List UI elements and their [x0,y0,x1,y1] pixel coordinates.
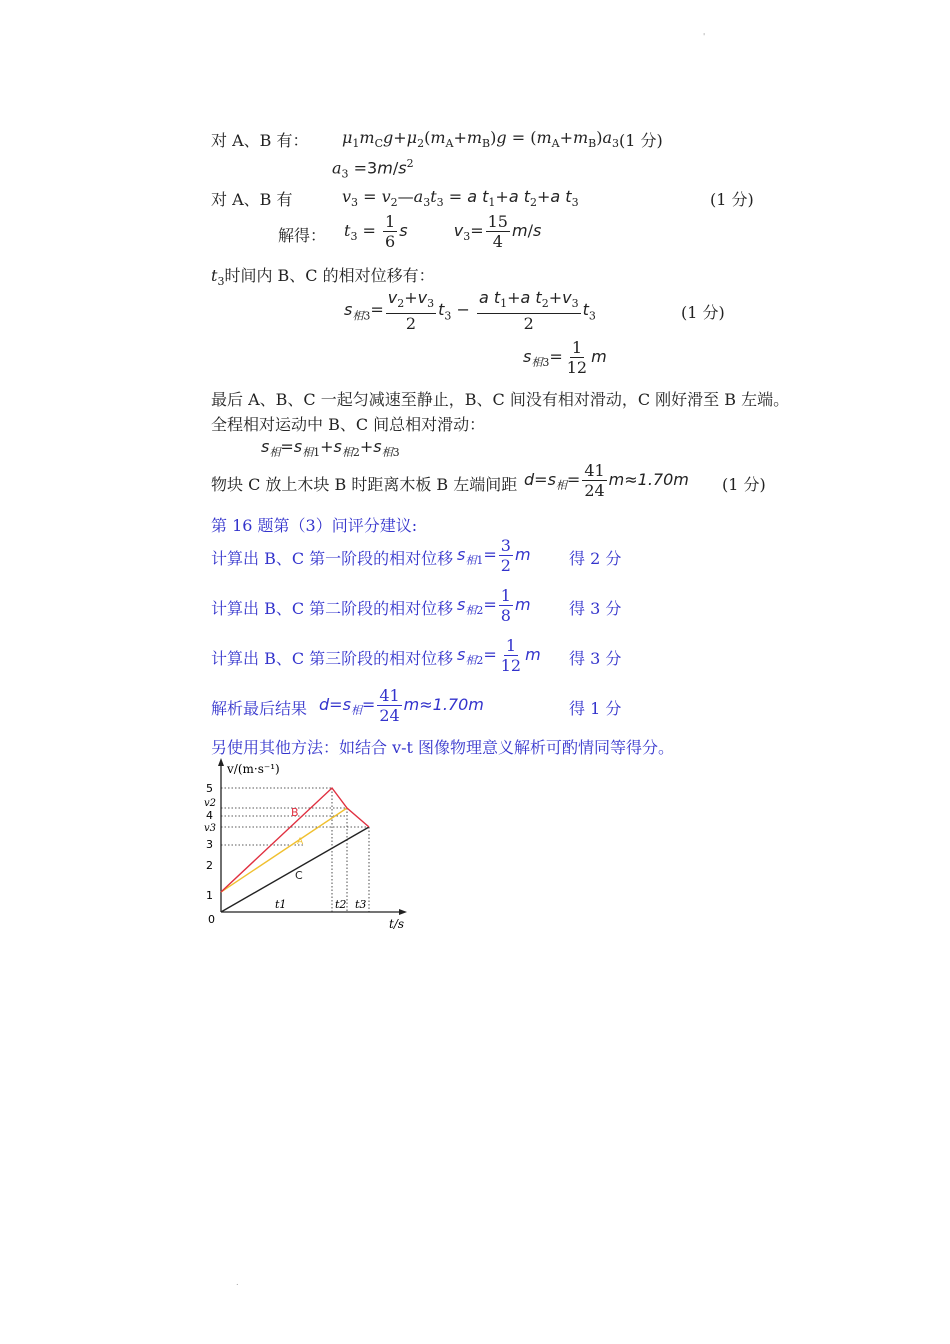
scoring-item-1-score: 得 2 分 [569,549,622,568]
score-2: (1 分) [710,190,754,209]
scoring-item-3: 计算出 B、C 第三阶段的相对位移 [211,649,454,668]
x-axis-label: t/s [389,917,405,931]
ytick-4: 4 [206,809,213,822]
total-sum-formula: $s_相=s_{相1}+s_{相2}+s_{相3}$ [261,437,400,460]
s3-result: $s_{相3}=$ $\frac{1}{12}$ m [523,338,607,377]
score-4: (1 分) [722,475,766,494]
total-relative-text: 全程相对运动中 B、C 间总相对滑动： [211,415,486,434]
xtick-t3: t3 [355,898,367,911]
label-c: C [295,869,303,882]
ytick-5: 5 [206,782,213,795]
xtick-t1: t1 [275,898,287,911]
y-axis-arrow [218,758,224,766]
x-axis-arrow [399,909,407,915]
vt-chart [195,756,415,936]
ytick-0: 0 [208,913,215,926]
label-a: A [297,837,304,847]
t3-solution: $t_3$ = $\frac{1}{6}$ s $v_3=$ $\frac{15}{4}$ m/s [344,212,542,251]
v3-equation: $v_3$ = $v_2—a_3t_3 = a$ $t_1+a$ $t_2+a$ $t_3$ [342,187,579,210]
ytick-v3: v3 [204,823,217,834]
score-3: (1 分) [681,303,725,322]
ytick-1: 1 [206,889,213,902]
ytick-v2: v2 [204,798,217,809]
distance-text: 物块 C 放上木块 B 时距离木板 B 左端间距 [211,475,518,494]
conclusion-text: 最后 A、B、C 一起匀减速至静止，B、C 间没有相对滑动，C 刚好滑至 B 左端。 [211,390,790,409]
ytick-2: 2 [206,859,213,872]
final-result-label: 解析最后结果 [211,699,308,718]
scoring-item-2-score: 得 3 分 [569,599,622,618]
label-b: B [291,806,299,819]
scoring-item-2: 计算出 B、C 第二阶段的相对位移 [211,599,454,618]
scoring-heading: 第 16 题第（3）问评分建议: [211,516,418,535]
scoring-item-3-formula: $s_{相2}=$ $\frac{1}{12}$ m [457,636,541,675]
friction-equation: $\mu_1m_Cg+\mu_2(m_A+m_B)g = (m_A+m_B)a_3$ [342,128,620,151]
label: 对 A、B 有： [211,131,309,150]
line-ab-equation [211,128,309,151]
solve-label: 解得： [278,226,327,245]
scoring-item-1: 计算出 B、C 第一阶段的相对位移 [211,549,454,568]
y-axis-label: v/(m·s⁻¹) [227,762,280,776]
a3-value: $a_3 =3m/s^2$ [332,157,414,181]
scoring-item-1-formula: $s_{相1}=$ $\frac{3}{2}$ m [457,536,531,575]
t3-relative-text: $t_3$时间内 B、C 的相对位移有： [211,266,435,289]
scoring-item-3-score: 得 3 分 [569,649,622,668]
other-method-note: 另使用其他方法：如结合 v-t 图像物理意义解析可酌情同等得分。 [211,738,675,757]
ytick-3: 3 [206,838,213,851]
final-result-formula: $d=s_相=$ $\frac{41}{24}$ m≈1.70m [319,686,484,725]
s3-formula: $s_{相3}=$ $\frac{v_2+v_3}{2}$ $t_3$ − $\frac{a t_1+a t_2+v_3}{2}$ $t_3$ [344,288,596,334]
label-ab-2: 对 A、B 有 [211,190,293,209]
xtick-t2: t2 [335,898,347,911]
score-1: (1 分) [619,131,663,150]
final-result-score: 得 1 分 [569,699,622,718]
distance-formula: $d=s_相=$ $\frac{41}{24}$ m≈1.70m [524,461,689,500]
scoring-item-2-formula: $s_{相2}=$ $\frac{1}{8}$ m [457,586,531,625]
